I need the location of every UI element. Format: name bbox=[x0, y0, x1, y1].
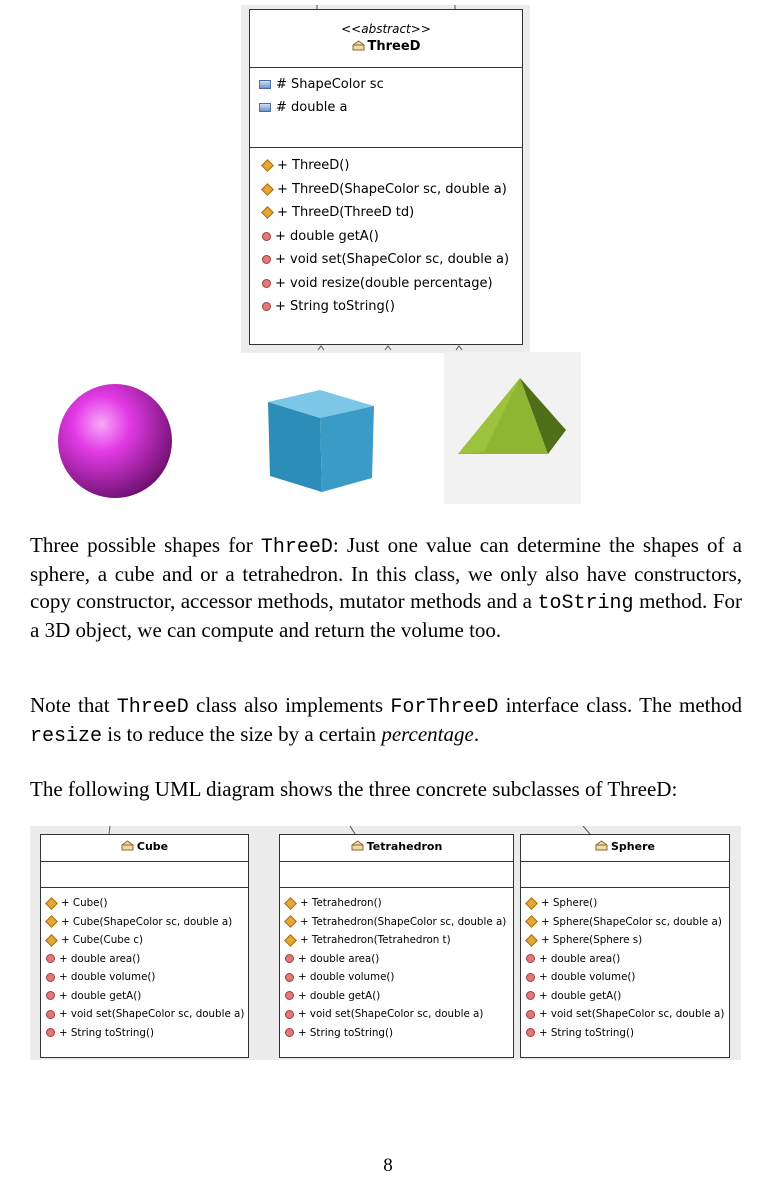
constructor-row: + Tetrahedron(Tetrahedron t) bbox=[283, 931, 513, 950]
shapes-description: Three possible shapes for ThreeD: Just one value can determine the shapes of a sphere, a cube and or a tetrahedron. In this class, we only also have constructors, copy constructor, accessor methods, mutator methods and a toString method. For a 3D object, we can compute and return the volume too. bbox=[30, 533, 742, 642]
threeD-methods bbox=[250, 148, 522, 319]
threeD-attributes bbox=[250, 68, 522, 148]
method-row: + String toString() bbox=[524, 1024, 729, 1043]
method-row: + void set(ShapeColor sc, double a) bbox=[283, 1005, 513, 1024]
constructor-row: + Cube(ShapeColor sc, double a) bbox=[44, 913, 248, 932]
method-icon bbox=[285, 1010, 294, 1019]
class-name: ThreeD bbox=[367, 39, 421, 54]
method-icon bbox=[46, 1010, 55, 1019]
method-row: + void set(ShapeColor sc, double a) bbox=[44, 1005, 248, 1024]
constructor-row: + Sphere(ShapeColor sc, double a) bbox=[524, 913, 729, 932]
code-resize: resize bbox=[30, 725, 103, 748]
method-icon bbox=[285, 991, 294, 1000]
interface-note: Note that ThreeD class also implements ForThreeD interface class. The method resize is to reduce the size by a certain percentage. bbox=[30, 693, 742, 748]
cube-class-box bbox=[40, 834, 249, 1058]
method-row: + String toString() bbox=[44, 1024, 248, 1043]
tetrahedron-attributes bbox=[280, 862, 513, 888]
constructor-row: + ThreeD(ThreeD td) bbox=[260, 201, 522, 225]
sphere-methods bbox=[521, 888, 729, 1042]
method-row: + double volume() bbox=[44, 968, 248, 987]
threeD-class-box bbox=[249, 9, 523, 345]
method-row: + double getA() bbox=[44, 987, 248, 1006]
method-row: + void resize(double percentage) bbox=[260, 272, 522, 296]
method-row: + double getA() bbox=[524, 987, 729, 1006]
constructor-icon bbox=[45, 915, 58, 928]
constructor-icon bbox=[284, 897, 297, 910]
constructor-icon bbox=[284, 915, 297, 928]
method-row: + void set(ShapeColor sc, double a) bbox=[524, 1005, 729, 1024]
class-icon bbox=[595, 840, 608, 851]
threeD-diagram-panel bbox=[241, 5, 530, 353]
code-threed: ThreeD bbox=[260, 536, 333, 559]
sphere-attributes bbox=[521, 862, 729, 888]
method-row: + double volume() bbox=[283, 968, 513, 987]
method-row: + void set(ShapeColor sc, double a) bbox=[260, 248, 522, 272]
constructor-icon bbox=[525, 915, 538, 928]
method-icon bbox=[526, 1010, 535, 1019]
threeD-class-header bbox=[250, 10, 522, 68]
constructor-icon bbox=[261, 183, 274, 196]
method-row: + double area() bbox=[283, 950, 513, 969]
class-name: Cube bbox=[136, 840, 169, 853]
field-icon bbox=[259, 79, 273, 91]
method-icon bbox=[526, 954, 535, 963]
method-icon bbox=[262, 302, 271, 311]
constructor-icon bbox=[284, 934, 297, 947]
method-icon bbox=[285, 1028, 294, 1037]
method-icon bbox=[285, 954, 294, 963]
class-stereotype: <<abstract>> bbox=[341, 22, 431, 36]
class-name: Tetrahedron bbox=[366, 840, 443, 853]
method-icon bbox=[262, 279, 271, 288]
sphere-image bbox=[52, 377, 182, 507]
method-icon bbox=[46, 954, 55, 963]
constructor-row: + ThreeD(ShapeColor sc, double a) bbox=[260, 178, 522, 202]
constructor-row: + Sphere(Sphere s) bbox=[524, 931, 729, 950]
tetrahedron-class-box bbox=[279, 834, 514, 1058]
method-icon bbox=[526, 1028, 535, 1037]
method-row: + double volume() bbox=[524, 968, 729, 987]
class-name: Sphere bbox=[611, 840, 655, 853]
method-row: + double getA() bbox=[283, 987, 513, 1006]
constructor-row: + Cube() bbox=[44, 894, 248, 913]
method-icon bbox=[46, 973, 55, 982]
method-icon bbox=[46, 991, 55, 1000]
field-icon bbox=[259, 102, 273, 114]
method-row: + String toString() bbox=[283, 1024, 513, 1043]
constructor-row: + ThreeD() bbox=[260, 154, 522, 178]
sphere-class-box bbox=[520, 834, 730, 1058]
method-row: + double getA() bbox=[260, 225, 522, 249]
subclass-diagram-panel bbox=[30, 826, 741, 1060]
constructor-icon bbox=[261, 159, 274, 172]
constructor-row: + Sphere() bbox=[524, 894, 729, 913]
constructor-row: + Tetrahedron() bbox=[283, 894, 513, 913]
constructor-icon bbox=[45, 934, 58, 947]
constructor-icon bbox=[261, 206, 274, 219]
method-row: + String toString() bbox=[260, 295, 522, 319]
cube-image bbox=[260, 372, 410, 512]
cube-methods bbox=[41, 888, 248, 1042]
attribute-row: # double a bbox=[259, 96, 522, 119]
method-icon bbox=[285, 973, 294, 982]
class-icon bbox=[351, 840, 364, 851]
class-icon bbox=[352, 40, 365, 51]
tetrahedron-image bbox=[444, 352, 581, 504]
constructor-row: + Cube(Cube c) bbox=[44, 931, 248, 950]
attribute-row: # ShapeColor sc bbox=[259, 73, 522, 96]
constructor-icon bbox=[45, 897, 58, 910]
code-forthreed: ForThreeD bbox=[390, 696, 499, 719]
tetrahedron-methods bbox=[280, 888, 513, 1042]
method-icon bbox=[46, 1028, 55, 1037]
method-icon bbox=[526, 973, 535, 982]
cube-attributes bbox=[41, 862, 248, 888]
constructor-row: + Tetrahedron(ShapeColor sc, double a) bbox=[283, 913, 513, 932]
method-icon bbox=[262, 232, 271, 241]
method-row: + double area() bbox=[524, 950, 729, 969]
method-icon bbox=[262, 255, 271, 264]
code-threed: ThreeD bbox=[116, 696, 189, 719]
method-icon bbox=[526, 991, 535, 1000]
code-tostring: toString bbox=[537, 592, 634, 615]
class-icon bbox=[121, 840, 134, 851]
constructor-icon bbox=[525, 934, 538, 947]
page-number: 8 bbox=[383, 1155, 393, 1176]
subclasses-intro: The following UML diagram shows the three concrete subclasses of ThreeD: bbox=[30, 777, 678, 801]
method-row: + double area() bbox=[44, 950, 248, 969]
constructor-icon bbox=[525, 897, 538, 910]
